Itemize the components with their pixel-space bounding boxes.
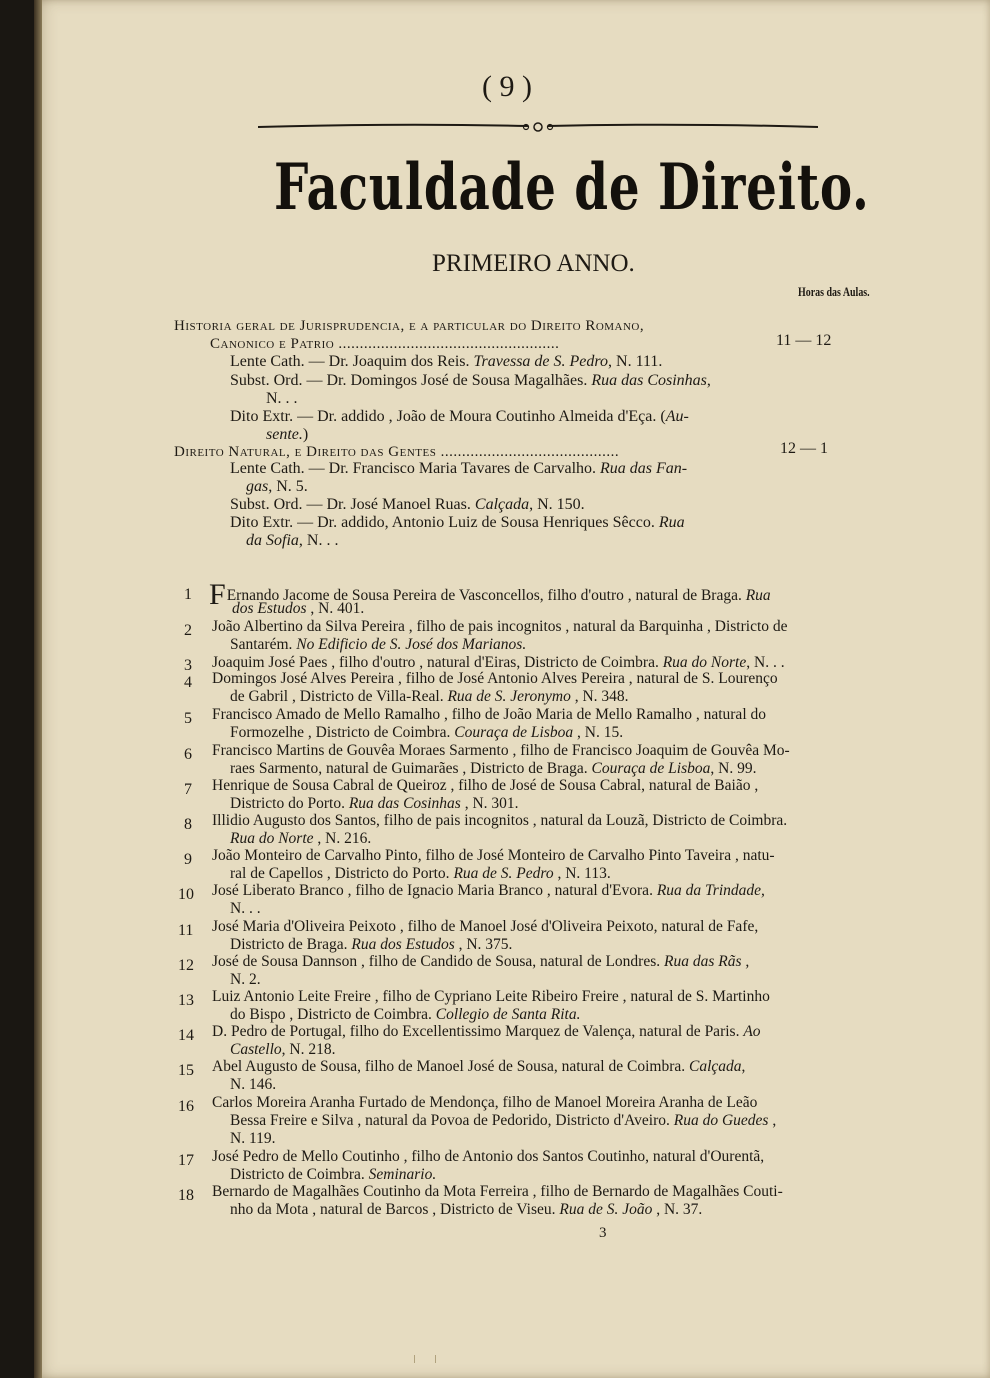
staff-line: Subst. Ord. — Dr. José Manoel Ruas. Calçada, N. 150. (230, 496, 585, 513)
subject-hours: 11 — 12 (776, 332, 832, 349)
student-entry: Luiz Antonio Leite Freire , filho de Cypriano Leite Ribeiro Freire , natural de S. Martinho (212, 988, 770, 1005)
student-entry-cont: raes Sarmento, natural de Guimarães , Districto de Braga. Couraça de Lisboa, N. 99. (230, 760, 757, 777)
staff-line: Lente Cath. — Dr. Francisco Maria Tavares de Carvalho. Rua das Fan- (230, 460, 688, 477)
student-entry: Carlos Moreira Aranha Furtado de Mendonça, filho de Manoel Moreira Aranha de Leão (212, 1094, 758, 1111)
student-number: 13 (178, 992, 194, 1009)
signature-mark: 3 (599, 1225, 607, 1241)
student-entry-cont: Santarém. No Edificio de S. José dos Marianos. (230, 636, 527, 653)
student-entry-cont: Districto de Coimbra. Seminario. (230, 1166, 437, 1183)
student-number: 2 (184, 622, 192, 639)
binding-mark (414, 1355, 436, 1363)
student-entry-cont: dos Estudos , N. 401. (232, 600, 365, 617)
student-entry-cont: Bessa Freire e Silva , natural da Povoa de Pedorido, Districto d'Aveiro. Rua do Guedes , (230, 1112, 777, 1129)
staff-line-cont: sente.) (266, 426, 309, 443)
student-number: 3 (184, 657, 192, 674)
student-entry-cont: Districto de Braga. Rua dos Estudos , N. 375. (230, 936, 513, 953)
subject-heading: Direito Natural, e Direito das Gentes .......................................... (174, 444, 620, 460)
student-entry: José Maria d'Oliveira Peixoto , filho de Manoel José d'Oliveira Peixoto, natural de Fafe, (212, 918, 759, 935)
student-number: 6 (184, 746, 192, 763)
student-entry-cont: Castello, N. 218. (230, 1041, 336, 1058)
hours-column-header: Horas das Aulas. (798, 284, 870, 299)
staff-line: Subst. Ord. — Dr. Domingos José de Sousa Magalhães. Rua das Cosinhas, (230, 372, 711, 389)
student-entry: José de Sousa Dannson , filho de Candido de Sousa, natural de Londres. Rua das Rãs , (212, 953, 750, 970)
student-entry: Henrique de Sousa Cabral de Queiroz , filho de José de Sousa Cabral, natural de Baião , (212, 777, 759, 794)
student-entry: Francisco Amado de Mello Ramalho , filho de João Maria de Mello Ramalho , natural do (212, 706, 766, 723)
student-number: 4 (184, 674, 192, 691)
student-entry: FErnando Jacome de Sousa Pereira de Vasconcellos, filho d'outro , natural de Braga. Rua (209, 578, 771, 611)
student-number: 1 (184, 586, 192, 603)
student-number: 7 (184, 781, 192, 798)
student-entry: Abel Augusto de Sousa, filho de Manoel José de Sousa, natural de Coimbra. Calçada, (212, 1058, 746, 1075)
ornamental-rule (258, 121, 818, 133)
student-entry: Bernardo de Magalhães Coutinho da Mota Ferreira , filho de Bernardo de Magalhães Couti- (212, 1183, 783, 1200)
student-entry: Francisco Martins de Gouvêa Moraes Sarmento , filho de Francisco Joaquim de Gouvêa Mo- (212, 742, 790, 759)
student-entry-cont: de Gabril , Districto de Villa-Real. Rua de S. Jeronymo , N. 348. (230, 688, 629, 705)
student-entry: Illidio Augusto dos Santos, filho de pais incognitos , natural da Louzã, Districto de Coimbra. (212, 812, 788, 829)
student-entry-cont: N. 119. (230, 1130, 276, 1147)
year-title: PRIMEIRO ANNO. (432, 250, 635, 277)
student-number: 10 (178, 886, 194, 903)
page-number: ( 9 ) (482, 70, 532, 103)
subject-heading: Canonico e Patrio .................................................... (210, 336, 560, 352)
subject-hours: 12 — 1 (780, 440, 828, 457)
staff-line-cont: N. . . (266, 390, 298, 407)
student-entry: José Pedro de Mello Coutinho , filho de Antonio dos Santos Coutinho, natural d'Ourentã, (212, 1148, 765, 1165)
subject-heading: Historia geral de Jurisprudencia, e a particular do Direito Romano, (174, 318, 645, 334)
student-number: 18 (178, 1187, 194, 1204)
student-entry-cont: Districto do Porto. Rua das Cosinhas , N. 301. (230, 795, 519, 812)
student-number: 15 (178, 1062, 194, 1079)
student-number: 9 (184, 851, 192, 868)
staff-line-cont: gas, N. 5. (246, 478, 308, 495)
student-entry-cont: N. 146. (230, 1076, 277, 1093)
staff-line: Dito Extr. — Dr. addido, Antonio Luiz de Sousa Henriques Sêcco. Rua (230, 514, 685, 531)
student-entry: Joaquim José Paes , filho d'outro , natural d'Eiras, Districto de Coimbra. Rua do Norte, N. . . (212, 654, 785, 671)
page-spine-shadow (34, 0, 42, 1378)
student-entry: João Albertino da Silva Pereira , filho de pais incognitos , natural da Barquinha , Districto de (212, 618, 788, 635)
student-entry-cont: do Bispo , Districto de Coimbra. Collegio de Santa Rita. (230, 1006, 581, 1023)
student-entry-cont: N. . . (230, 900, 261, 917)
student-number: 8 (184, 816, 192, 833)
student-entry-cont: nho da Mota , natural de Barcos , Districto de Viseu. Rua de S. João , N. 37. (230, 1201, 703, 1218)
student-entry-cont: ral de Capellos , Districto do Porto. Rua de S. Pedro , N. 113. (230, 865, 611, 882)
student-number: 5 (184, 710, 192, 727)
book-page (34, 0, 990, 1378)
student-entry-cont: Formozelhe , Districto de Coimbra. Couraça de Lisboa , N. 15. (230, 724, 624, 741)
section-title: Faculdade de Direito. (274, 150, 870, 225)
student-number: 11 (178, 922, 194, 939)
staff-line: Lente Cath. — Dr. Joaquim dos Reis. Travessa de S. Pedro, N. 111. (230, 353, 663, 370)
student-entry: Domingos José Alves Pereira , filho de José Antonio Alves Pereira , natural de S. Lourenço (212, 670, 778, 687)
staff-line: Dito Extr. — Dr. addido , João de Moura Coutinho Almeida d'Eça. (Au- (230, 408, 689, 425)
student-entry: João Monteiro de Carvalho Pinto, filho de José Monteiro de Carvalho Pinto Taveira , natu- (212, 847, 775, 864)
student-entry: José Liberato Branco , filho de Ignacio Maria Branco , natural d'Evora. Rua da Trindade, (212, 882, 765, 899)
student-number: 14 (178, 1027, 194, 1044)
student-number: 16 (178, 1098, 194, 1115)
staff-line-cont: da Sofia, N. . . (246, 532, 339, 549)
student-entry: D. Pedro de Portugal, filho do Excellentissimo Marquez de Valença, natural de Paris. Ao (212, 1023, 761, 1040)
student-entry-cont: N. 2. (230, 971, 261, 988)
student-number: 17 (178, 1152, 194, 1169)
student-number: 12 (178, 957, 194, 974)
student-entry-cont: Rua do Norte , N. 216. (230, 830, 372, 847)
